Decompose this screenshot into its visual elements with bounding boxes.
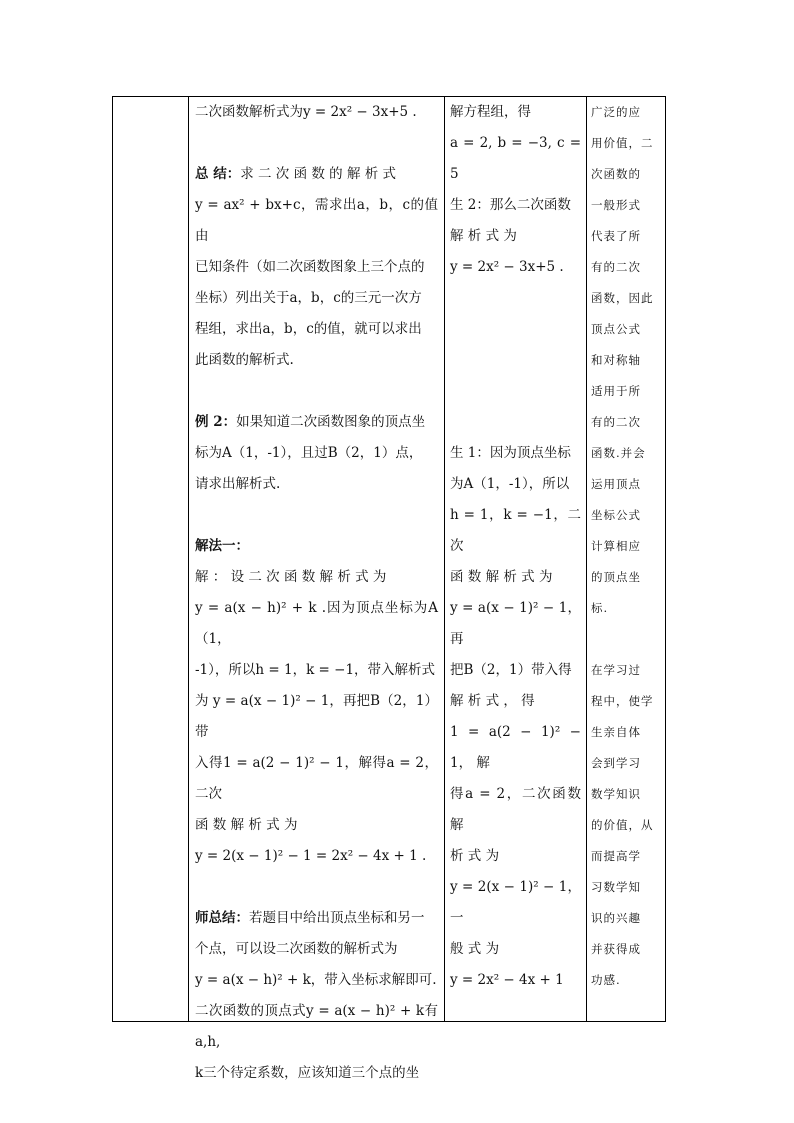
intent-line: 广泛的应 [591, 105, 641, 119]
intent-line: 用价值，二 [591, 136, 654, 150]
intent-block-1 [591, 97, 662, 624]
text-line: 解方程组，得 [450, 104, 531, 120]
intent-line: 功感. [591, 973, 621, 987]
text-line: 二次函数解析式为y = 2x² − 3x+5 . [195, 104, 417, 120]
text-line: 程组，求出a，b，c的值，就可以求出 [195, 321, 422, 337]
intent-line: 识的兴趣 [591, 911, 641, 925]
text-line: y = 2(x − 1)² − 1 = 2x² − 4x + 1 . [195, 848, 427, 864]
teacher-summary-label: 师总结： [195, 910, 249, 926]
text-line: 解 析 式 为 [450, 228, 517, 244]
intent-line: 次函数的 [591, 167, 641, 181]
intent-line: 坐标公式 [591, 508, 641, 522]
text-line: 标为A（1，-1），且过B（2，1）点， [195, 445, 423, 461]
text-line: y = a(x − h)² + k .因为顶点坐标为A（1， [195, 600, 438, 647]
text-line: 生 2：那么二次函数 [450, 197, 571, 213]
text-line: a = 2, b = −3, c = 5 [450, 135, 581, 182]
intent-line: 习数学知 [591, 880, 641, 894]
text-line: 函 数 解 析 式 为 [450, 569, 553, 585]
example-label: 例 2： [195, 414, 237, 430]
example-line [195, 407, 438, 438]
teacher-summary-text: 若题目中给出顶点坐标和另一 [249, 910, 425, 926]
intent-line: 有的二次 [591, 415, 641, 429]
intent-line: 数学知识 [591, 787, 641, 801]
text-line: 为 y = a(x − 1)² − 1，再把B（2，1）带 [195, 693, 438, 740]
text-line: y = a(x − 1)² − 1，再 [450, 600, 581, 647]
text-line: 此函数的解析式. [195, 352, 294, 368]
text-line: 把B（2，1）带入得 [450, 662, 572, 678]
text-line: 解 ： 设 二 次 函 数 解 析 式 为 [195, 569, 387, 585]
summary-label: 总 结： [195, 166, 241, 182]
intent-line: 和对称轴 [591, 353, 641, 367]
design-intent-column [587, 97, 666, 1021]
text-line: 析 式 为 [450, 848, 500, 864]
text-line: k三个待定系数，应该知道三个点的坐 [195, 1065, 420, 1081]
method-heading: 解法一： [195, 538, 249, 554]
intent-line: 程中，使学 [591, 694, 654, 708]
text-line: 坐标）列出关于a，b，c的三元一次方 [195, 290, 422, 306]
intent-line: 函数.并会 [591, 446, 646, 460]
intent-line: 顶点公式 [591, 322, 641, 336]
text-line: y = 2(x − 1)² − 1， 一 [450, 879, 581, 926]
text-line: 生 1：因为顶点坐标 [450, 445, 571, 461]
text-line: 解 析 式 ， 得 [450, 693, 535, 709]
intent-line: 有的二次 [591, 260, 641, 274]
text-line: 二次函数的顶点式y = a(x − h)² + k有a,h, [195, 1003, 438, 1050]
intent-line: 并获得成 [591, 942, 641, 956]
intent-line: 而提高学 [591, 849, 641, 863]
text-line: 1 = a(2 − 1)² − 1， 解 [450, 724, 581, 771]
intent-line: 代表了所 [591, 229, 641, 243]
intent-line: 生亲自体 [591, 725, 641, 739]
text-line: y = ax² + bx+c，需求出a，b，c的值由 [195, 197, 438, 244]
intent-line: 的顶点坐 [591, 570, 641, 584]
text-line: h = 1，k = −1，二次 [450, 507, 581, 554]
lesson-table [112, 96, 666, 1081]
text-line: 函 数 解 析 式 为 [195, 817, 298, 833]
text-line: 已知条件（如二次函数图象上三个点的 [195, 259, 425, 275]
teacher-summary-line [195, 903, 438, 934]
summary-line [195, 159, 438, 190]
stage-column [113, 97, 189, 1021]
intent-line: 函数，因此 [591, 291, 654, 305]
text-line: 得a = 2，二次函数解 [450, 786, 581, 833]
intent-block-2 [591, 655, 662, 996]
student-activity-column [445, 97, 587, 1021]
text-line: 般 式 为 [450, 941, 500, 957]
text-line: 请求出解析式. [195, 476, 281, 492]
intent-line: 计算相应 [591, 539, 641, 553]
text-line: y = a(x − h)² + k，带入坐标求解即可. [195, 972, 437, 988]
summary-text: 求 二 次 函 数 的 解 析 式 [240, 166, 397, 182]
teacher-activity-column [189, 97, 445, 1081]
text-line: 个点，可以设二次函数的解析式为 [195, 941, 398, 957]
text-line: 为A（1，-1），所以 [450, 476, 570, 492]
text-line: y = 2x² − 4x + 1 [450, 972, 564, 988]
intent-line: 的价值，从 [591, 818, 654, 832]
intent-line: 标. [591, 601, 609, 615]
intent-line: 适用于所 [591, 384, 641, 398]
intent-line: 运用顶点 [591, 477, 641, 491]
intent-line: 一般形式 [591, 198, 641, 212]
intent-line: 在学习过 [591, 663, 641, 677]
text-line: -1），所以h = 1，k = −1，带入解析式 [195, 662, 436, 678]
intent-line: 会到学习 [591, 756, 641, 770]
text-line: 入得1 = a(2 − 1)² − 1，解得a = 2，二次 [195, 755, 438, 802]
example-text: 如果知道二次函数图象的顶点坐 [236, 414, 426, 430]
text-line: y = 2x² − 3x+5 . [450, 259, 564, 275]
